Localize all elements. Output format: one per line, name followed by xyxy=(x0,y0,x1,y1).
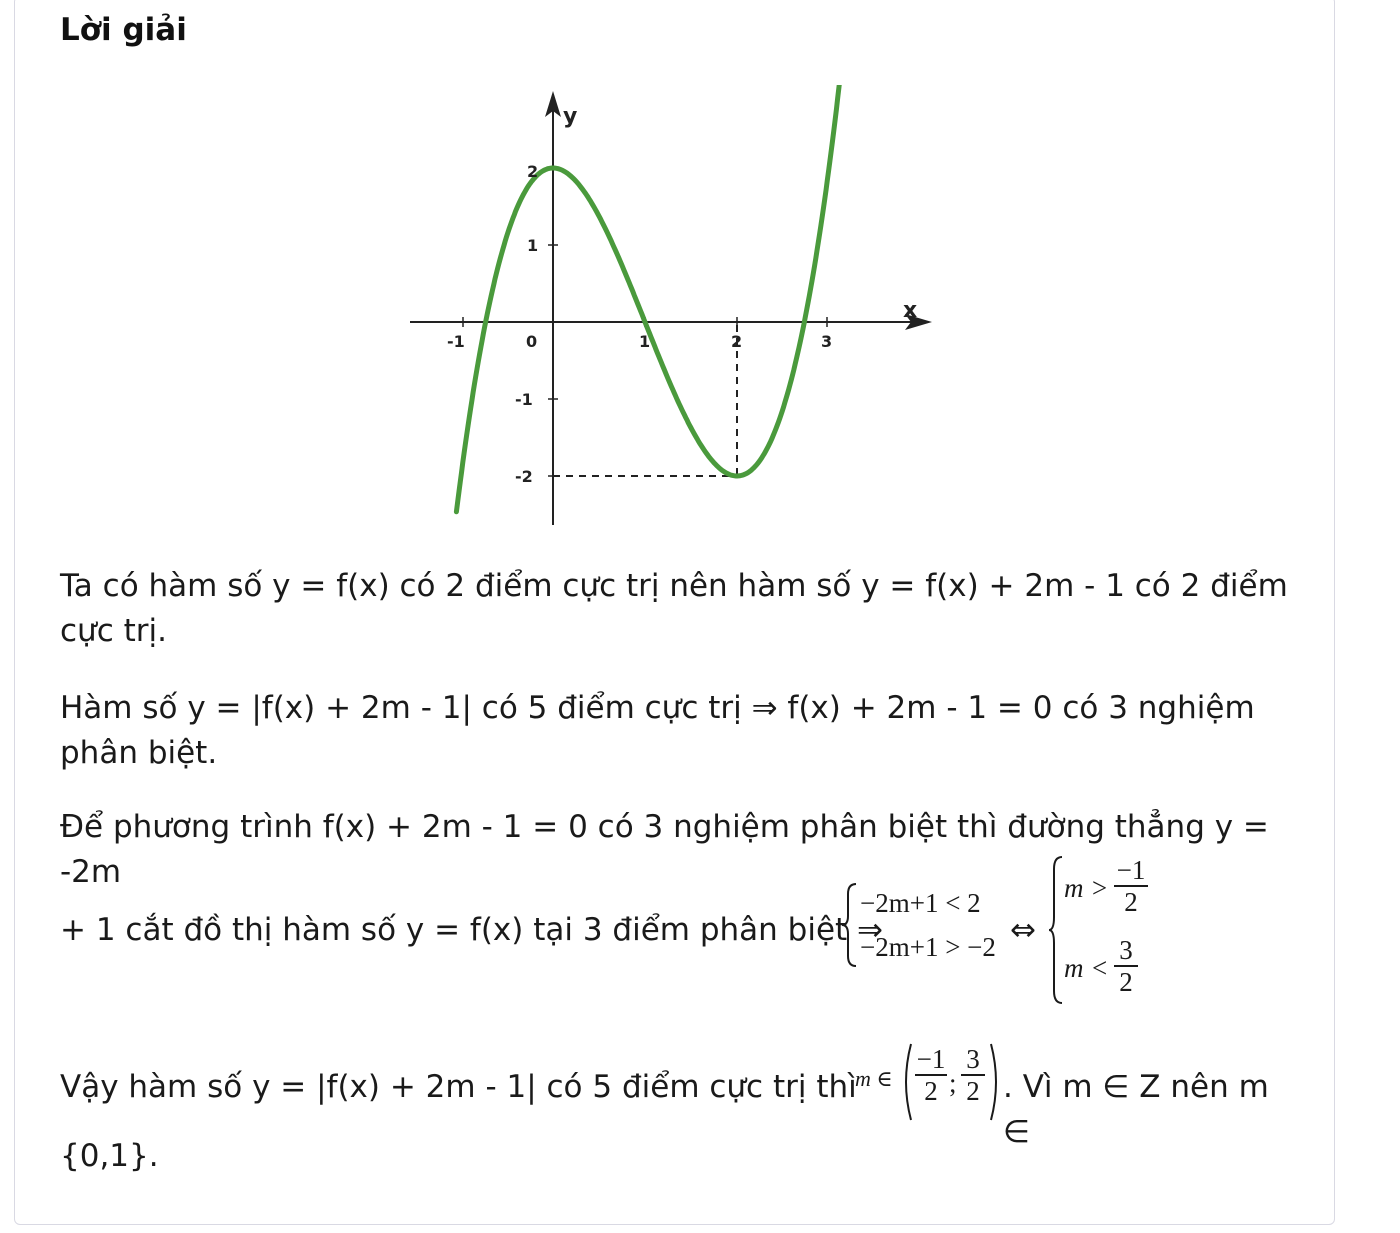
paragraph-conclusion-line2: {0,1}. xyxy=(60,1138,159,1174)
system2-row2-lhs: m < xyxy=(1064,953,1109,983)
left-brace-icon xyxy=(1048,855,1064,1005)
x-tick-label: 1 xyxy=(639,332,651,351)
solution-heading: Lời giải xyxy=(60,12,187,48)
y-tick-label: 1 xyxy=(527,236,539,255)
system1-row2: −2m+1 > −2 xyxy=(860,932,996,962)
right-paren-icon xyxy=(989,1042,1003,1122)
y-axis-label: y xyxy=(563,104,578,129)
condition-text: + 1 cắt đồ thị hàm số y = f(x) tại 3 điểm phân biệt ⇒ xyxy=(60,912,883,948)
x-tick-label: 0 xyxy=(526,332,538,351)
y-tick-label: 2 xyxy=(527,162,539,181)
left-brace-icon xyxy=(840,880,860,970)
left-paren-icon xyxy=(899,1042,913,1122)
interval-expression xyxy=(855,1040,1015,1125)
paragraph-extrema-count: Ta có hàm số y = f(x) có 2 điểm cực trị nên hàm số y = f(x) + 2m - 1 có 2 điểm cực trị. xyxy=(60,568,1288,649)
fraction-minus-one-half xyxy=(1114,855,1148,917)
fraction-three-halves xyxy=(1114,935,1138,997)
inequality-system-2 xyxy=(1048,855,1158,1005)
fraction-minus-one-half xyxy=(915,1044,947,1106)
fraction-denominator: 2 xyxy=(924,1076,938,1106)
fraction-three-halves xyxy=(961,1044,985,1106)
y-tick-label: -2 xyxy=(515,467,533,486)
x-axis-label: x xyxy=(903,298,918,323)
fraction-numerator: 3 xyxy=(1119,935,1133,965)
fraction-numerator: −1 xyxy=(916,1044,946,1074)
cubic-curve xyxy=(456,85,842,512)
system1-row1: −2m+1 < 2 xyxy=(860,888,981,918)
interval-separator: ; xyxy=(949,1068,957,1098)
y-tick-label: -1 xyxy=(515,390,533,409)
paragraph-conclusion-tail: . Vì m ∈ Z nên m ∈ xyxy=(1003,1069,1269,1150)
paragraph-conclusion-line1: Vậy hàm số y = |f(x) + 2m - 1| có 5 điểm cực trị thì xyxy=(60,1069,857,1105)
paragraph-condition-line1: Để phương trình f(x) + 2m - 1 = 0 có 3 nghiệm phân biệt thì đường thẳng y = -2m xyxy=(60,809,1269,890)
interval-lhs: m ∈ xyxy=(855,1066,893,1091)
x-tick-label: -1 xyxy=(447,332,465,351)
x-tick-label: 3 xyxy=(821,332,833,351)
fraction-numerator: −1 xyxy=(1116,855,1146,885)
fraction-denominator: 2 xyxy=(1119,967,1133,997)
system2-row1-lhs: m > xyxy=(1064,873,1109,903)
x-tick-label: 2 xyxy=(731,332,743,351)
function-graph xyxy=(405,85,945,530)
equivalence-symbol: ⇔ xyxy=(1010,912,1036,948)
paragraph-abs-function: Hàm số y = |f(x) + 2m - 1| có 5 điểm cực trị ⇒ f(x) + 2m - 1 = 0 có 3 nghiệm phân biệt. xyxy=(60,690,1255,771)
fraction-numerator: 3 xyxy=(966,1044,980,1074)
inequality-system-1 xyxy=(840,880,1010,970)
fraction-denominator: 2 xyxy=(966,1076,980,1106)
fraction-denominator: 2 xyxy=(1124,887,1138,917)
